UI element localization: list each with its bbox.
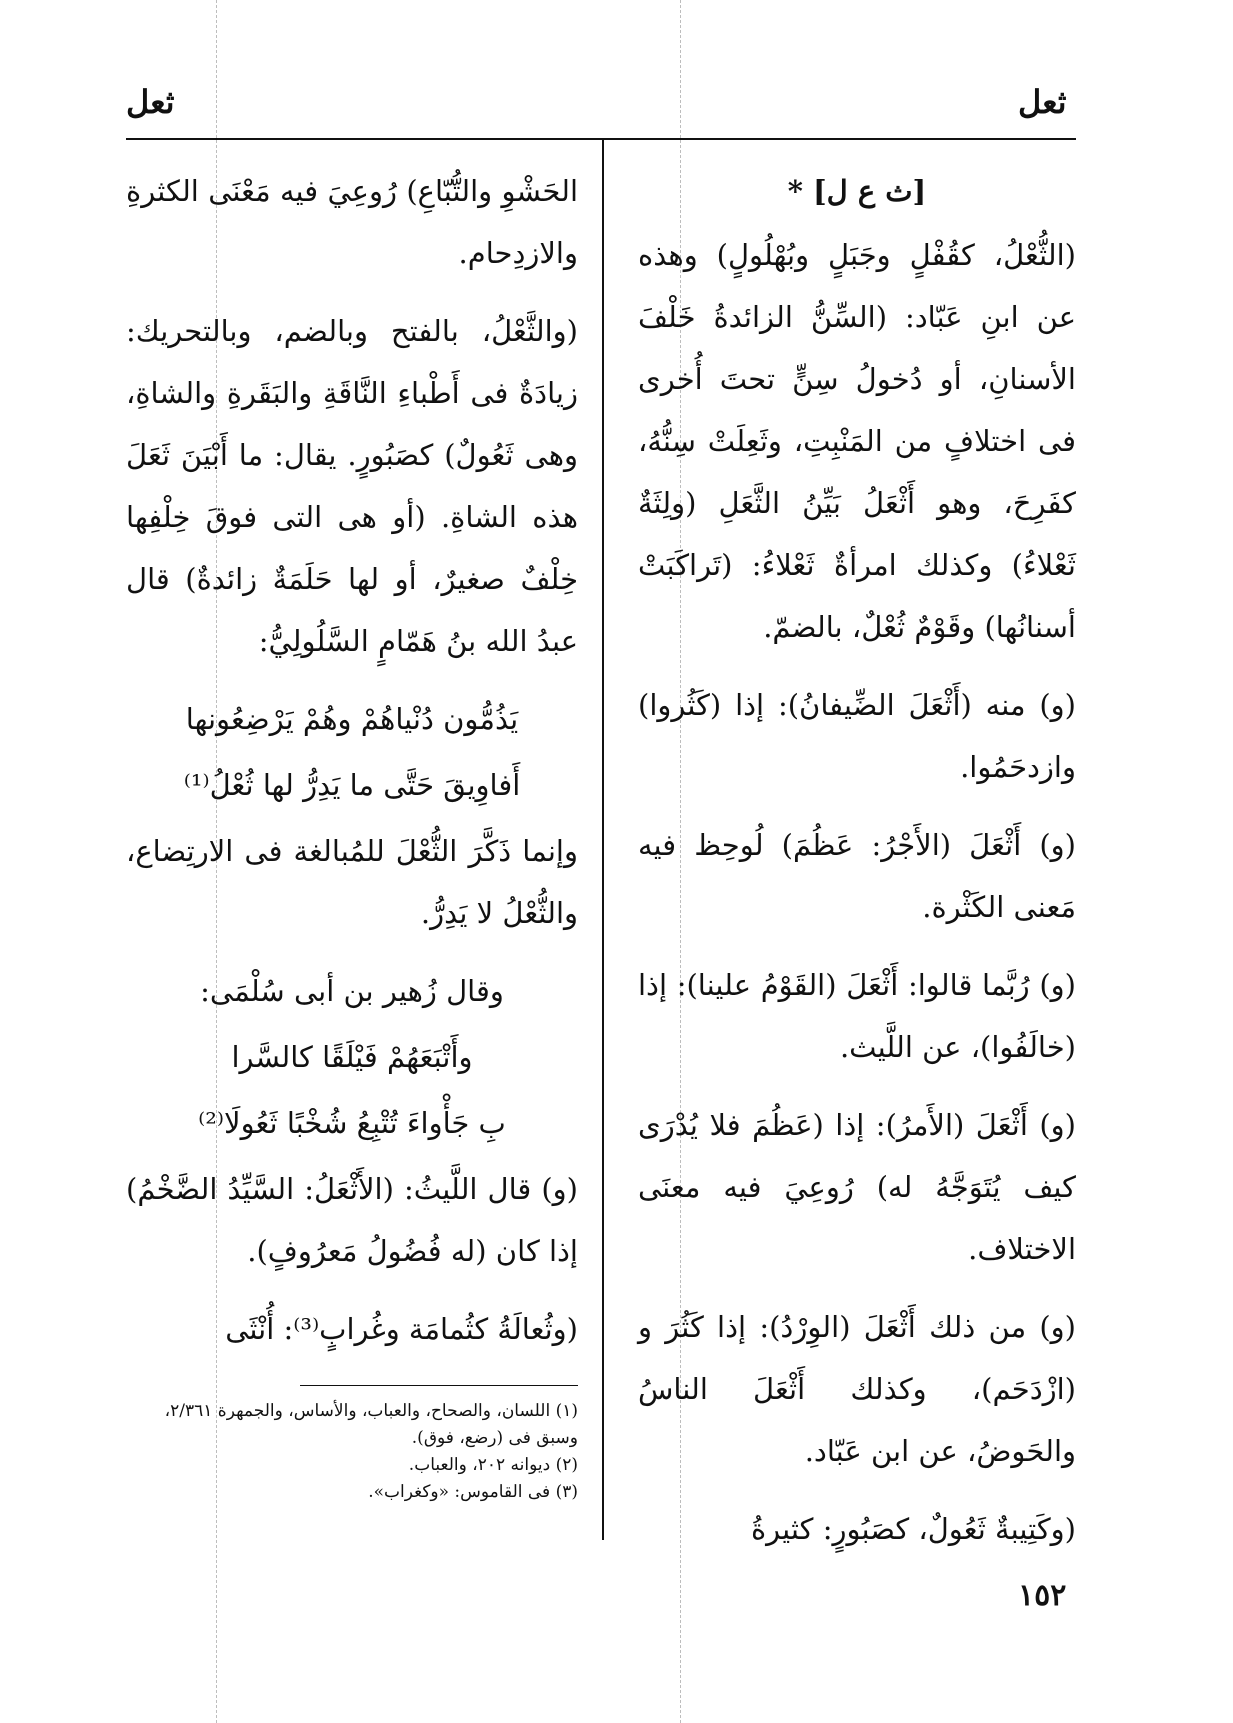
paragraph: (و) أَثْعَلَ (الأَجْرُ: عَظُمَ) لُوحِظ فيه مَعنى الكَثْرة. xyxy=(638,828,1076,924)
paragraph: (و) أَثْعَلَ (الأَمرُ): إذا (عَظُمَ فلا يُدْرَى كيف يُتَوَجَّهُ له) رُوعِيَ فيه معنَى الاختلاف. xyxy=(638,1108,1076,1266)
paragraph: (وثُعالَةُ كثُمامَة وغُرابٍ⁽³⁾: أُنْثَى xyxy=(225,1312,578,1346)
paragraph: الحَشْوِ والتُّبّاعِ) رُوعِيَ فيه مَعْنَى الكثرةِ والازدِحام. xyxy=(126,174,578,270)
footnote: (١) اللسان، والصحاح، والعباب، والأساس، والجمهرة ٢/٣٦١، وسبق فى (رضع، فوق). xyxy=(164,1401,578,1448)
verse-line: أَفاوِيقَ حَتَّى ما يَدِرُّ لها ثُعْلُ⁽¹⁾ xyxy=(183,768,521,802)
paragraph: (وكَتِيبةٌ ثَعُولٌ، كصَبُورٍ: كثيرةُ xyxy=(750,1512,1076,1546)
header-left-word: ثعل xyxy=(126,83,175,121)
header-right-word: ثعل xyxy=(1018,83,1067,121)
paragraph: وإنما ذَكَّرَ الثُّعْلَ للمُبالغة فى الارتِضاع، والثُّعْلُ لا يَدِرُّ. xyxy=(126,834,578,930)
verse-line: يَذُمُّون دُنْياهُمْ وهُمْ يَرْضِعُونها xyxy=(185,702,519,736)
column-divider xyxy=(602,140,604,1540)
page-number: ١٥٢ xyxy=(1018,1578,1067,1613)
paragraph: (و) من ذلك أَثْعَلَ (الوِرْدُ): إذا كَثُرَ و (ازْدَحَم)، وكذلك أَثْعَلَ الناسُ والحَوضُ، عن ابن عَبّاد. xyxy=(638,1310,1076,1468)
footnote: (٣) فى القاموس: «وكغراب». xyxy=(368,1482,578,1502)
verse-line: بِ جَأْواءَ تُتْبِعُ شُخْبًا ثَعُولَا⁽²⁾ xyxy=(198,1106,506,1140)
header-rule xyxy=(126,138,1076,140)
paragraph: (و) رُبَّما قالوا: أَثْعَلَ (القَوْمُ علينا): إذا (خالَفُوا)، عن اللَّيث. xyxy=(638,968,1076,1064)
verse-line: وأَتْبَعَهُمْ فَيْلَقًا كالسَّرا xyxy=(231,1040,473,1074)
paragraph: (و) منه (أَثْعَلَ الضِّيفانُ): إذا (كَثُروا) وازدحَمُوا. xyxy=(638,688,1076,784)
verse-line: وقال زُهير بن أبى سُلْمَى: xyxy=(200,974,504,1008)
footnote: (٢) ديوانه ٢٠٢، والعباب. xyxy=(408,1455,578,1475)
entry-heading: [ث ع ل] * xyxy=(787,174,927,208)
footnote-rule xyxy=(300,1385,578,1386)
right-column xyxy=(638,160,1076,1576)
footnotes xyxy=(126,1398,578,1506)
paragraph: (والثَّعْلُ، بالفتح وبالضم، وبالتحريك: زيادَةٌ فى أَطْباءِ النَّاقَةِ والبَقَرةِ والشاةِ، وهى ثَعُولٌ) كصَبُورٍ. يقال: ما أَبْيَنَ ثَعَلَ هذه الشاةِ. (أو هى التى فوقَ خِلْفِها خِلْفٌ صغيرٌ، أو لها حَلَمَةٌ زائدةٌ) قال عبدُ الله بنُ هَمّامٍ السَّلُولِيُّ: xyxy=(126,314,578,658)
paragraph: (و) قال اللَّيثُ: (الأَثْعَلُ: السَّيِّدُ الضَّخْمُ) إذا كان (له فُضُولُ مَعرُوفٍ). xyxy=(126,1172,578,1268)
left-column xyxy=(126,160,578,1376)
paragraph: (الثُّعْلُ، كقُفْلٍ وجَبَلٍ وبُهْلُولٍ) وهذه عن ابنِ عَبّاد: (السِّنُّ الزائدةُ خَلْفَ الأسنانِ، أو دُخولُ سِنٍّ تحتَ أُخرى فى اختلافٍ من المَنْبِتِ، وثَعِلَتْ سِنُّهُ، كفَرِحَ، وهو أَثْعَلُ بَيِّنُ الثَّعَلِ (ولِثَةٌ ثَعْلاءُ) وكذلك امرأةٌ ثَعْلاءُ: (تَراكَبَتْ أسنانُها) وقَوْمٌ ثُعْلٌ، بالضمّ. xyxy=(638,238,1076,644)
